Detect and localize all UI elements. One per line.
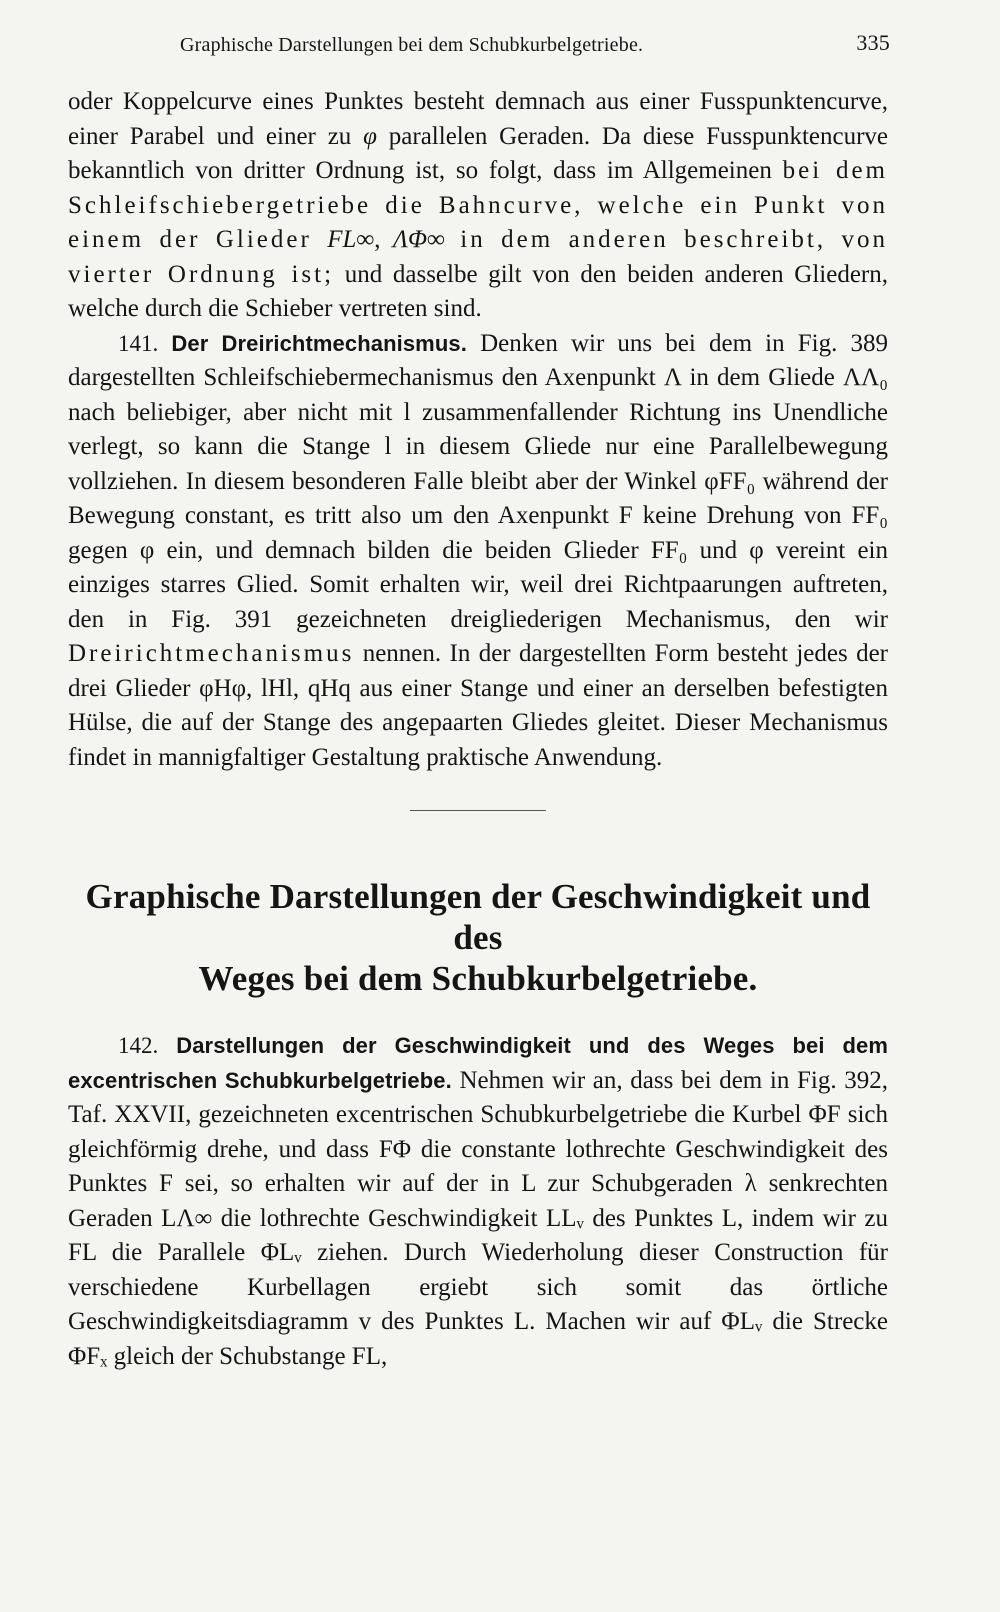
continuation-text-3: und dasselbe gilt von den beiden anderen Gliedern, welche durch die Schieber vertreten sind.	[68, 260, 888, 322]
section-141-text: Denken wir uns bei dem in Fig. 389 dargestellten Schleifschiebermechanismus den Axenpunkt Λ in dem Gliede ΛΛ₀ nach beliebiger, aber nicht mit l zusammenfallender Richtung ins Unendliche verlegt, so kann die Stange l in diesem Gliede nur eine Parallelbewegung vollziehen. In diesem besonderen Falle bleibt aber der Winkel φFF₀ während der Bewegung constant, es tritt also um den Axenpunkt F keine Drehung von FF₀ gegen φ ein, und demnach bilden die beiden Glieder FF₀ und φ vereint ein einziges starres Glied. Somit erhalten wir, weil drei Richtpaarungen auftreten, den in Fig. 391 gezeichneten dreigliederigen Mechanismus, den wir	[68, 329, 889, 633]
phi-symbol: φ	[363, 122, 377, 150]
section-141-text-2: nennen. In der dargestellten Form besteht jedes der drei Glieder φHφ, lHl, qHq aus einer Stange und einer an derselben befestigten Hülse, die auf der Stange des angepaarten Gliedes gleitet. Dieser Mechanismus findet in mannigfaltiger Gestaltung praktische Anwendung.	[68, 640, 888, 771]
section-divider	[410, 810, 546, 811]
chapter-title-line-1: Graphische Darstellungen der Geschwindigkeit und des	[85, 877, 871, 957]
section-141-spaced-term: Dreirichtmechanismus	[68, 640, 355, 667]
fl-symbol: FL∞	[327, 226, 375, 253]
continuation-text-2: parallelen Geraden. Da diese Fusspunktencurve bekanntlich von dritter Ordnung ist, so folgt, dass im Allgemeinen	[68, 122, 888, 184]
chapter-title	[68, 876, 888, 999]
section-141-paragraph	[68, 327, 888, 776]
page-number: 335	[856, 30, 890, 55]
page-header	[68, 30, 890, 60]
emphasized-text-2: in dem anderen beschreibt, von vierter Ordnung ist;	[68, 226, 889, 288]
chapter-title-line-2: Weges bei dem Schubkurbelgetriebe.	[198, 959, 758, 998]
section-141-title: Der Dreirichtmechanismus.	[171, 330, 467, 356]
text-block	[68, 85, 888, 1374]
section-142-title: Darstellungen der Geschwindigkeit und des Weges bei dem excentrischen Schubkurbelgetriebe.	[68, 1033, 889, 1093]
section-142-text: Nehmen wir an, dass bei dem in Fig. 392, Taf. XXVII, gezeichneten excentrischen Schubkurbelgetriebe die Kurbel ΦF sich gleichförmig drehe, und dass FΦ die constante lothrechte Geschwindigkeit des Punktes F sei, so erhalten wir auf der in L zur Schubgeraden λ senkrechten Geraden LΛ∞ die lothrechte Geschwindigkeit LLᵥ des Punktes L, indem wir zu FL die Parallele ΦLᵥ ziehen. Durch Wiederholung dieser Construction für verschiedene Kurbellagen ergiebt sich somit das örtliche Geschwindigkeitsdiagramm v des Punktes L. Machen wir auf ΦLᵥ die Strecke ΦFₓ gleich der Schubstange FL,	[68, 1066, 888, 1370]
running-title: Graphische Darstellungen bei dem Schubkurbelgetriebe.	[180, 34, 644, 56]
comma-text: ,	[374, 226, 393, 253]
section-142-number: 142.	[118, 1033, 159, 1058]
continuation-text-1: oder Koppelcurve eines Punktes besteht demnach aus einer Fusspunktencurve, einer Parabel und einer zu	[68, 88, 888, 150]
continuation-paragraph	[68, 85, 888, 327]
section-142-paragraph	[68, 1029, 888, 1374]
section-141-number: 141.	[118, 330, 159, 356]
lambda-phi-symbol: ΛΦ∞	[392, 226, 445, 253]
emphasized-text: bei dem Schleifschiebergetriebe die Bahncurve, welche ein Punkt von einem der Glieder	[68, 157, 888, 253]
